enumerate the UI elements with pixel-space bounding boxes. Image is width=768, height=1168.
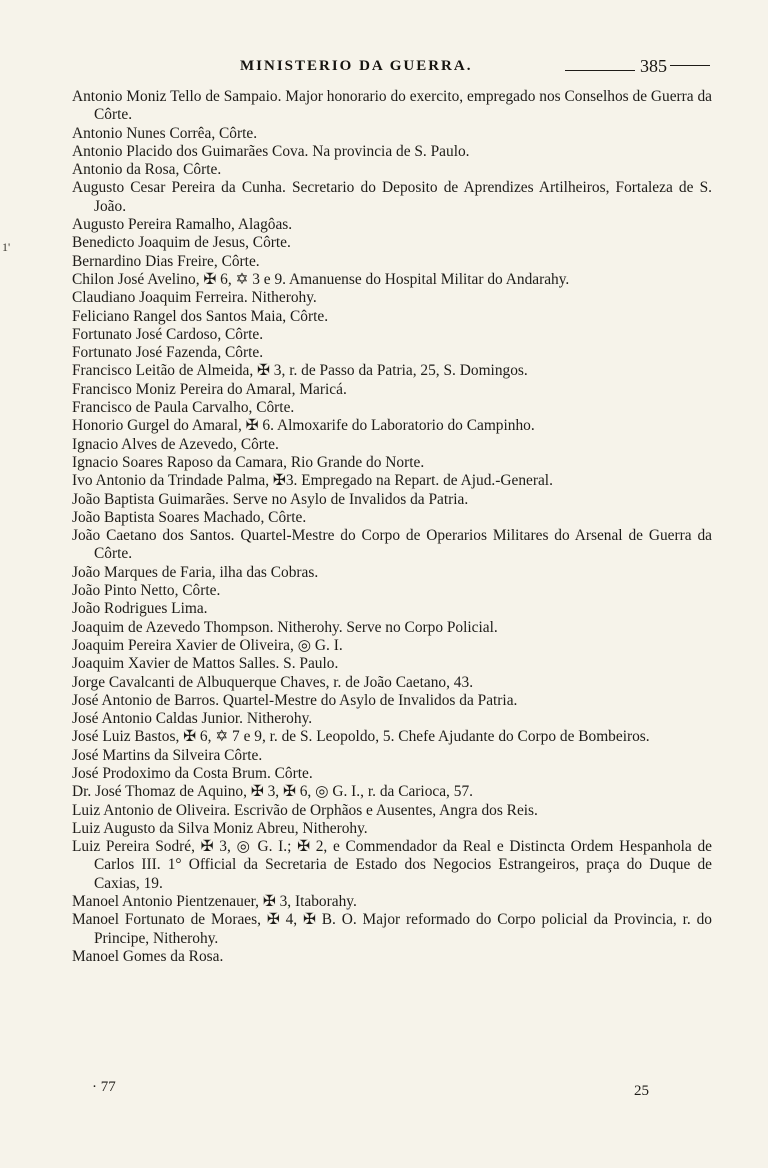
list-item: Ivo Antonio da Trindade Palma, ✠3. Empregado na Repart. de Ajud.-General. [72, 472, 553, 490]
list-item: Antonio Moniz Tello de Sampaio. Major honorario do exercito, empregado nos Conselhos de Guerra da Côrte. [72, 88, 712, 124]
list-item: Ignacio Alves de Azevedo, Côrte. [72, 435, 279, 453]
list-item: Benedicto Joaquim de Jesus, Côrte. [72, 234, 291, 252]
list-item: José Antonio Caldas Junior. Nitherohy. [72, 710, 313, 728]
list-item: Ignacio Soares Raposo da Camara, Rio Grande do Norte. [72, 453, 425, 471]
entry-list [72, 88, 712, 966]
signature-mark: · 77 [92, 1079, 116, 1095]
list-item: Luiz Antonio de Oliveira. Escrivão de Orphãos e Ausentes, Angra dos Reis. [72, 801, 538, 819]
list-item: José Martins da Silveira Côrte. [72, 746, 263, 764]
list-item: João Baptista Guimarães. Serve no Asylo de Invalidos da Patria. [72, 490, 469, 508]
list-item: Dr. José Thomaz de Aquino, ✠ 3, ✠ 6, ◎ G. I., r. da Carioca, 57. [72, 783, 473, 801]
list-item: José Antonio de Barros. Quartel-Mestre do Asylo de Invalidos da Patria. [72, 691, 518, 709]
list-item: Antonio Nunes Corrêa, Côrte. [72, 124, 258, 142]
list-item: Francisco Moniz Pereira do Amaral, Maricá. [72, 380, 347, 398]
list-item: Manoel Fortunato de Moraes, ✠ 4, ✠ B. O. Major reformado do Corpo policial da Provincia, r. do Principe, Nitherohy. [72, 911, 712, 947]
list-item: João Pinto Netto, Côrte. [72, 582, 221, 600]
list-item: Chilon José Avelino, ✠ 6, ✡ 3 e 9. Amanuense do Hospital Militar do Andarahy. [72, 270, 570, 288]
list-item: Fortunato José Cardoso, Côrte. [72, 325, 264, 343]
list-item: João Baptista Soares Machado, Côrte. [72, 508, 307, 526]
page-title: MINISTERIO DA GUERRA. [240, 58, 473, 74]
header-rule-right [670, 65, 710, 66]
list-item: Francisco de Paula Carvalho, Côrte. [72, 399, 295, 417]
list-item: João Rodrigues Lima. [72, 600, 208, 618]
list-item: João Caetano dos Santos. Quartel-Mestre do Corpo de Operarios Militares do Arsenal de Guerra da Côrte. [72, 527, 712, 563]
list-item: Joaquim Xavier de Mattos Salles. S. Paulo. [72, 655, 339, 673]
list-item: José Prodoximo da Costa Brum. Côrte. [72, 764, 313, 782]
list-item: Honorio Gurgel do Amaral, ✠ 6. Almoxarife do Laboratorio do Campinho. [72, 417, 535, 435]
list-item: Antonio da Rosa, Côrte. [72, 161, 222, 179]
header-rule [565, 70, 635, 71]
list-item: Manoel Gomes da Rosa. [72, 947, 224, 965]
sheet-number: 25 [634, 1083, 649, 1099]
list-item: Antonio Placido dos Guimarães Cova. Na provincia de S. Paulo. [72, 142, 470, 160]
list-item: José Luiz Bastos, ✠ 6, ✡ 7 e 9, r. de S. Leopoldo, 5. Chefe Ajudante do Corpo de Bombeiros. [72, 728, 650, 746]
list-item: Fortunato José Fazenda, Côrte. [72, 344, 264, 362]
list-item: Feliciano Rangel dos Santos Maia, Côrte. [72, 307, 329, 325]
list-item: Francisco Leitão de Almeida, ✠ 3, r. de Passo da Patria, 25, S. Domingos. [72, 362, 528, 380]
list-item: Joaquim de Azevedo Thompson. Nitherohy. Serve no Corpo Policial. [72, 618, 498, 636]
list-item: Claudiano Joaquim Ferreira. Nitherohy. [72, 289, 317, 307]
list-item: Luiz Augusto da Silva Moniz Abreu, Nitherohy. [72, 819, 368, 837]
page-number: 385 [640, 56, 667, 76]
list-item: Joaquim Pereira Xavier de Oliveira, ◎ G. I. [72, 636, 343, 654]
margin-mark: 1' [2, 240, 11, 254]
list-item: Augusto Pereira Ramalho, Alagôas. [72, 216, 293, 234]
page-header [240, 56, 750, 84]
list-item: Jorge Cavalcanti de Albuquerque Chaves, r. de João Caetano, 43. [72, 673, 474, 691]
list-item: João Marques de Faria, ilha das Cobras. [72, 563, 319, 581]
list-item: Bernardino Dias Freire, Côrte. [72, 252, 260, 270]
list-item: Augusto Cesar Pereira da Cunha. Secretario do Deposito de Aprendizes Artilheiros, Fortaleza de S. João. [72, 179, 712, 215]
list-item: Manoel Antonio Pientzenauer, ✠ 3, Itaborahy. [72, 893, 357, 911]
list-item: Luiz Pereira Sodré, ✠ 3, ◎ G. I.; ✠ 2, e Commendador da Real e Distincta Ordem Hespanhola de Carlos III. 1° Official da Secretaria de Estado dos Negocios Estrangeiros, praça do Duque de Caxias, 19. [72, 838, 712, 892]
